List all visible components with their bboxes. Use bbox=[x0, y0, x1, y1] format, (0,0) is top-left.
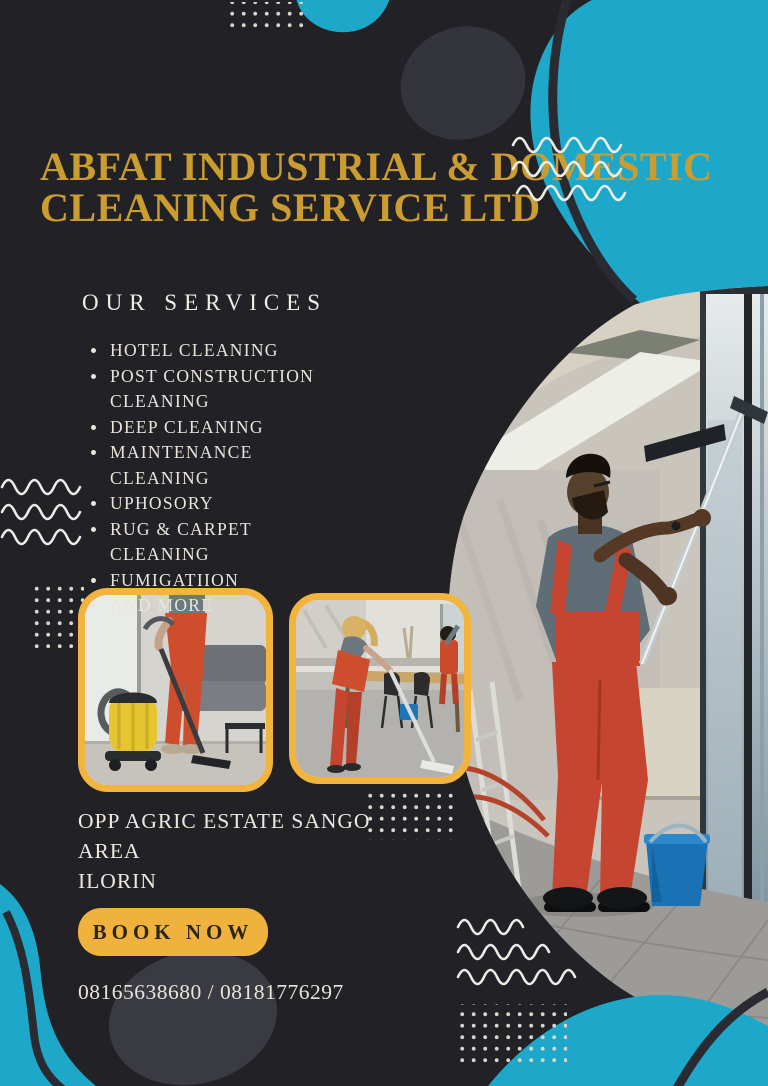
service-item: RUG & CARPET CLEANING bbox=[88, 517, 343, 568]
service-item: HOTEL CLEANING bbox=[88, 338, 343, 364]
service-item: DEEP CLEANING bbox=[88, 415, 343, 441]
page-title bbox=[40, 146, 713, 228]
dot-grid-bottom bbox=[455, 1004, 567, 1066]
organic-blob-top-center bbox=[296, 0, 390, 32]
service-item: FUMIGATIION bbox=[88, 568, 343, 594]
address-line-1: OPP AGRIC ESTATE SANGO AREA bbox=[78, 809, 371, 863]
service-item: POST CONSTRUCTION CLEANING bbox=[88, 364, 343, 415]
vacuuming-illustration bbox=[85, 595, 266, 785]
dot-grid-left bbox=[34, 585, 84, 649]
phone-numbers: 08165638680 / 08181776297 bbox=[78, 980, 344, 1004]
photo-vacuuming bbox=[78, 588, 273, 792]
address bbox=[78, 806, 418, 896]
service-item: AND MORE bbox=[88, 593, 343, 619]
title-line-2: CLEANING SERVICE LTD bbox=[40, 185, 541, 230]
title-line-1: ABFAT INDUSTRIAL & DOMESTIC bbox=[40, 144, 713, 189]
services-heading: OUR SERVICES bbox=[82, 290, 328, 315]
photo-mopping bbox=[289, 593, 471, 784]
dot-grid-top bbox=[228, 2, 308, 30]
book-now-button[interactable]: BOOK NOW bbox=[78, 908, 268, 956]
service-item: MAINTENANCE CLEANING bbox=[88, 440, 343, 491]
service-item: UPHOSORY bbox=[88, 491, 343, 517]
address-line-2: ILORIN bbox=[78, 869, 157, 893]
services-list bbox=[88, 338, 343, 619]
gray-blob-top bbox=[386, 10, 540, 155]
mopping-illustration bbox=[296, 600, 464, 777]
gray-blob-bottom bbox=[95, 933, 292, 1086]
wavy-lines-left bbox=[2, 480, 80, 544]
